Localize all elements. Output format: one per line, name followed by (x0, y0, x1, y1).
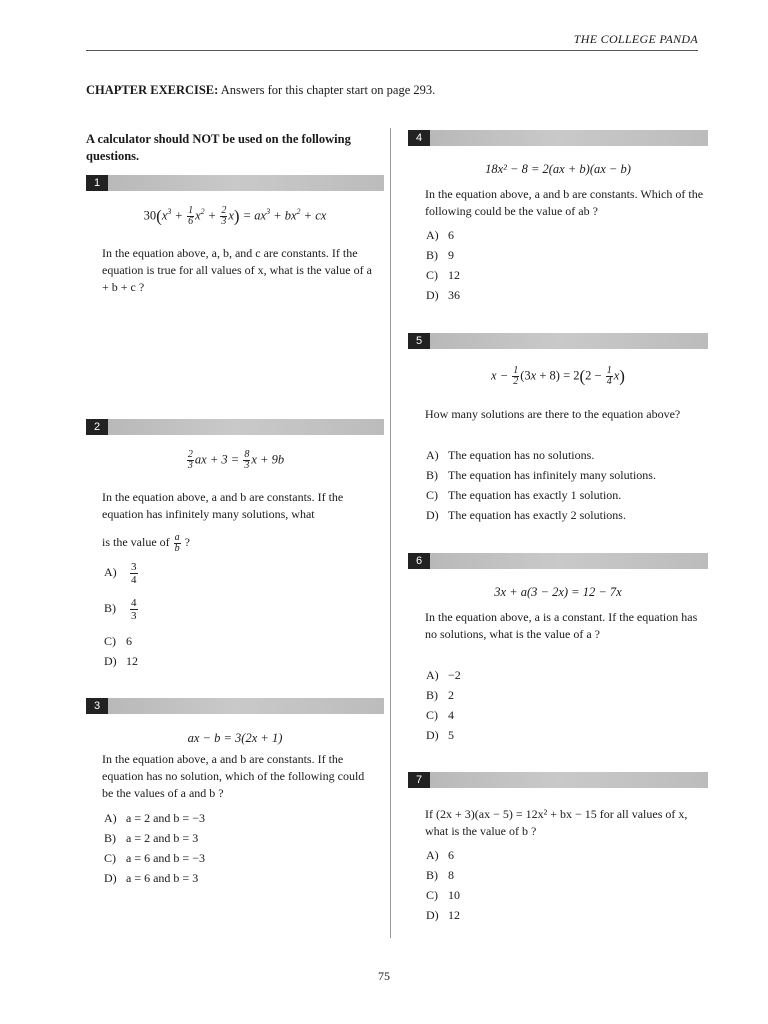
question-5-choice-d[interactable] (426, 507, 626, 523)
choice-label: C) (104, 634, 116, 648)
choice-value: 12 (448, 908, 460, 922)
choice-value: 4 (448, 708, 454, 722)
question-2-equation: $\frac{2}{3}$ ax + 3 = $\frac{8}{3}$ x + 9b (187, 449, 285, 471)
choice-label: B) (426, 248, 438, 262)
choice-value: a = 2 and b = 3 (126, 831, 199, 845)
choice-value: 6 (126, 634, 132, 648)
running-header-title: THE COLLEGE PANDA (573, 32, 698, 46)
question-3-equation: ax − b = 3(2x + 1) (187, 731, 283, 745)
question-1-text: In the equation above, a, b, and c are constants. If the equation is true for all values of x, what is the value of a + b + c ? (102, 246, 372, 294)
choice-label: D) (426, 728, 439, 742)
question-2-text-end-label: is the value of (102, 535, 170, 549)
choice-value: 9 (448, 248, 454, 262)
question-2-bar (86, 419, 384, 435)
question-6-choice-d[interactable] (426, 727, 454, 743)
question-2-choice-a[interactable] (104, 561, 139, 586)
question-4-bar (408, 130, 708, 146)
choice-value: The equation has exactly 2 solutions. (448, 508, 626, 522)
choice-label: A) (426, 848, 439, 862)
choice-value: 10 (448, 888, 460, 902)
choice-label: D) (104, 654, 117, 668)
choice-value: 12 (448, 268, 460, 282)
question-3-bar (86, 698, 384, 714)
choice-label: A) (104, 811, 117, 825)
choice-value: 6 (448, 228, 454, 242)
choice-value: 6 (448, 848, 454, 862)
question-2-choice-d[interactable] (104, 653, 138, 669)
choice-label: C) (426, 708, 438, 722)
question-5-bar (408, 333, 708, 349)
question-1-number: 1 (86, 175, 108, 191)
question-7-choice-b[interactable] (426, 867, 454, 883)
question-4-choice-d[interactable] (426, 287, 460, 303)
question-6-choice-a[interactable] (426, 667, 461, 683)
chapter-exercise-text: Answers for this chapter start on page 293. (220, 83, 436, 97)
question-2-choice-b[interactable] (104, 597, 139, 622)
question-2-choice-c[interactable] (104, 633, 132, 649)
question-7-choice-c[interactable] (426, 887, 460, 903)
chapter-exercise-line (86, 83, 435, 98)
question-2-text: In the equation above, a and b are constants. If the equation has infinitely many solutions, what (102, 490, 344, 521)
choice-value: a = 6 and b = −3 (126, 851, 205, 865)
choice-label: C) (426, 488, 438, 502)
question-1-equation: $30(x^3$ + $\frac{1}{6}$ $x^2$ + $\frac{2}{3}$ $x) = ax^3 + bx^2$ + cx (143, 205, 327, 227)
choice-value: 8 (448, 868, 454, 882)
choice-label: A) (426, 228, 439, 242)
choice-value: 12 (126, 654, 138, 668)
choice-label: D) (426, 508, 439, 522)
question-1-bar (86, 175, 384, 191)
choice-value: −2 (448, 668, 461, 682)
question-2-number: 2 (86, 419, 108, 435)
question-4-text: In the equation above, a and b are constants. Which of the following could be the value of ab ? (425, 187, 704, 218)
question-6-equation: 3x + a(3 − 2x) = 12 − 7x (494, 585, 622, 599)
header-rule (86, 50, 698, 51)
choice-value: a = 2 and b = −3 (126, 811, 205, 825)
question-3-text: In the equation above, a and b are constants. If the equation has no solution, which of the following could be the values of a and b ? (102, 752, 365, 800)
chapter-exercise-label: CHAPTER EXERCISE: (86, 83, 219, 97)
question-3-choice-c[interactable] (104, 850, 205, 866)
question-6-choice-b[interactable] (426, 687, 454, 703)
question-2-text-end: is the value of $\frac{a}{b}$ ? (102, 531, 190, 554)
choice-value: The equation has no solutions. (448, 448, 595, 462)
question-5-text: How many solutions are there to the equation above? (425, 407, 681, 421)
question-3-choice-b[interactable] (104, 830, 198, 846)
choice-value: 2 (448, 688, 454, 702)
question-5-choice-b[interactable] (426, 467, 656, 483)
choice-value: 36 (448, 288, 460, 302)
question-3-number: 3 (86, 698, 108, 714)
choice-fraction: $\frac{3}{4}$ (131, 561, 137, 586)
choice-fraction: $\frac{4}{3}$ (131, 597, 137, 622)
choice-label: D) (426, 288, 439, 302)
choice-label: B) (426, 468, 438, 482)
choice-label: B) (104, 831, 116, 845)
choice-label: C) (426, 268, 438, 282)
question-5-choice-a[interactable] (426, 447, 594, 463)
question-4-choice-a[interactable] (426, 227, 454, 243)
choice-label: A) (426, 448, 439, 462)
question-4-equation: 18x² − 8 = 2(ax + b)(ax − b) (485, 162, 631, 176)
question-5-choice-c[interactable] (426, 487, 621, 503)
choice-label: A) (426, 668, 439, 682)
choice-value: The equation has exactly 1 solution. (448, 488, 622, 502)
question-7-choice-d[interactable] (426, 907, 460, 923)
choice-label: D) (104, 871, 117, 885)
question-6-text: In the equation above, a is a constant. If the equation has no solutions, what is the value of a ? (425, 610, 698, 641)
choice-label: B) (426, 688, 438, 702)
choice-value: a = 6 and b = 3 (126, 871, 199, 885)
question-5-number: 5 (408, 333, 430, 349)
question-3-choice-a[interactable] (104, 810, 205, 826)
question-6-choice-c[interactable] (426, 707, 454, 723)
question-7-number: 7 (408, 772, 430, 788)
question-4-number: 4 (408, 130, 430, 146)
choice-value: The equation has infinitely many solutions. (448, 468, 656, 482)
question-4-choice-c[interactable] (426, 267, 460, 283)
question-7-choice-a[interactable] (426, 847, 454, 863)
choice-label: A) (104, 565, 117, 580)
question-7-bar (408, 772, 708, 788)
choice-value: 5 (448, 728, 454, 742)
choice-label: B) (426, 868, 438, 882)
choice-label: C) (104, 851, 116, 865)
choice-label: C) (426, 888, 438, 902)
question-6-bar (408, 553, 708, 569)
choice-label: D) (426, 908, 439, 922)
question-5-equation: x − $\frac{1}{2}$ (3x + 8) = 2(2 − $\frac{1}{4}$ x) (491, 365, 625, 387)
question-4-choice-b[interactable] (426, 247, 454, 263)
page-number: 75 (378, 969, 390, 983)
calculator-instruction: A calculator should NOT be used on the following questions. (86, 132, 351, 163)
question-6-number: 6 (408, 553, 430, 569)
question-3-choice-d[interactable] (104, 870, 198, 886)
column-divider (390, 128, 391, 938)
choice-label: B) (104, 601, 116, 616)
question-7-text: If (2x + 3)(ax − 5) = 12x² + bx − 15 for all values of x, what is the value of b ? (425, 807, 688, 838)
